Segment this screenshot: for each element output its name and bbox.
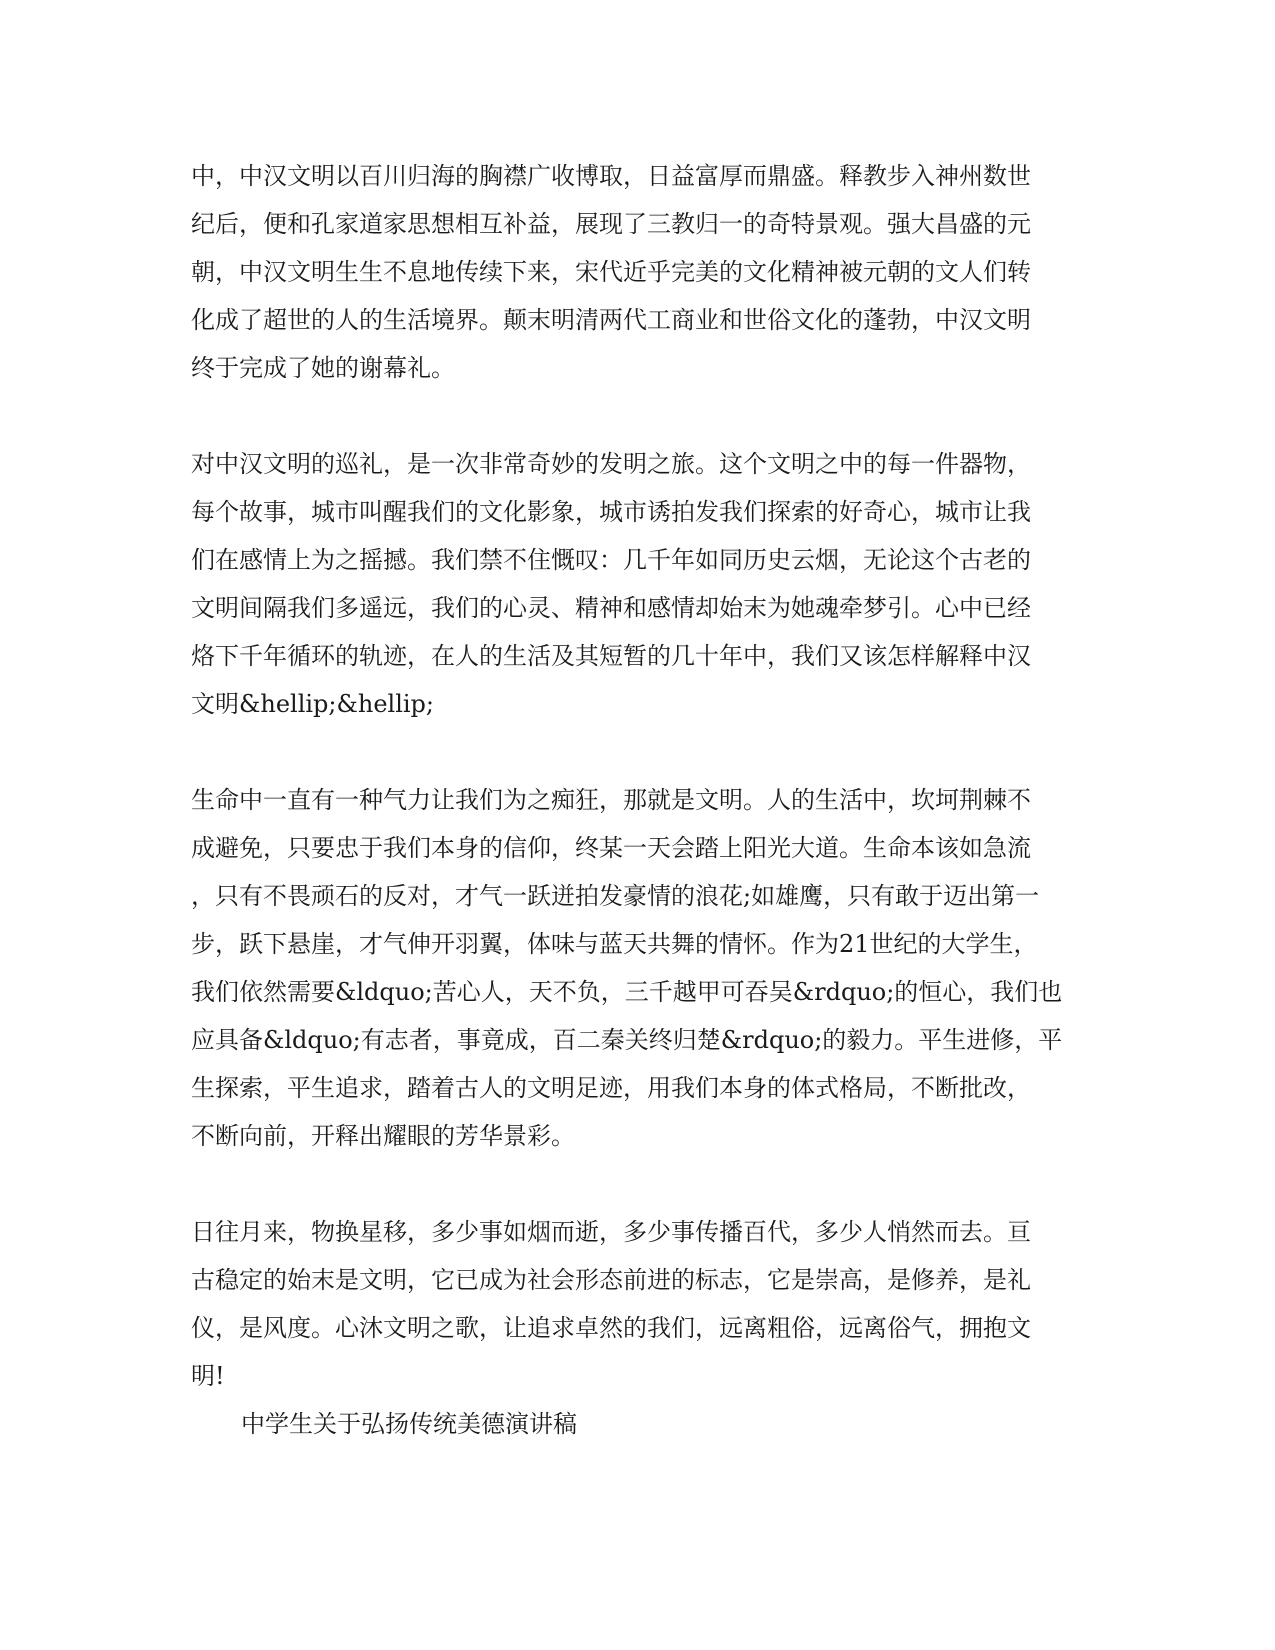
speech-subtitle: 中学生关于弘扬传统美德演讲稿 xyxy=(241,1410,577,1438)
paragraph-2: 对中汉文明的巡礼，是一次非常奇妙的发明之旅。这个文明之中的每一件器物， 每个故事，城市叫醒我们的文化影象，城市诱拍发我们探索的好奇心，城市让我 们在感情上为之摇撼。我们禁不住慨叹：几千年如同历史云烟，无论这个古老的 文明间隔我们多遥远，我们的心灵、精神和感情却始末为她魂牵梦引。心中已经 烙下千年循环的轨迹，在人的生活及其短暂的几十年中，我们又该怎样解释中汉 文明&hellip;&hellip; xyxy=(191,450,1031,718)
document-body xyxy=(191,152,1071,1448)
paragraph-4: 日往月来，物换星移，多少事如烟而逝，多少事传播百代，多少人悄然而去。亘 古稳定的始末是文明，它已成为社会形态前进的标志，它是崇高，是修养，是礼 仪，是风度。心沐文明之歌，让追求卓然的我们，远离粗俗，远离俗气，拥抱文 明! xyxy=(191,1218,1031,1390)
paragraph-gap xyxy=(191,1160,1071,1208)
paragraph-gap xyxy=(191,728,1071,776)
paragraph-gap xyxy=(191,392,1071,440)
paragraph-3: 生命中一直有一种气力让我们为之痴狂，那就是文明。人的生活中，坎坷荆棘不 成避免，只要忠于我们本身的信仰，终某一天会踏上阳光大道。生命本该如急流 ，只有不畏顽石的反对，才气一跃迸拍发豪情的浪花;如雄鹰，只有敢于迈出第一 步，跃下悬崖，才气伸开羽翼，体味与蓝天共舞的情怀。作为21世纪的大学生， 我们依然需要&ldquo;苦心人，天不负，三千越甲可吞吴&rdquo;的恒心，我们也 应具备&ldquo;有志者，事竟成，百二秦关终归楚&rdquo;的毅力。平生进修，平 生探索，平生追求，踏着古人的文明足迹，用我们本身的体式格局，不断批改， 不断向前，开释出耀眼的芳华景彩。 xyxy=(191,786,1063,1150)
paragraph-1: 中，中汉文明以百川归海的胸襟广收博取，日益富厚而鼎盛。释教步入神州数世 纪后，便和孔家道家思想相互补益，展现了三教归一的奇特景观。强大昌盛的元 朝，中汉文明生生不息地传续下来，宋代近乎完美的文化精神被元朝的文人们转 化成了超世的人的生活境界。颠末明清两代工商业和世俗文化的蓬勃，中汉文明 终于完成了她的谢幕礼。 xyxy=(191,162,1031,382)
